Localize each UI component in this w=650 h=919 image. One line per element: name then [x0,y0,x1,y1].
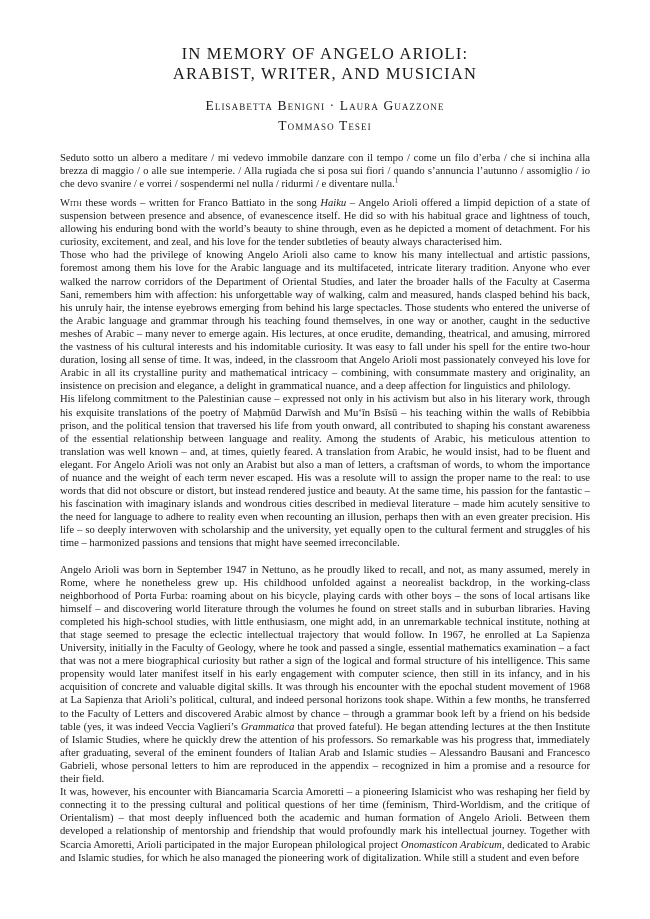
project-title: Onomasticon Arabicum [400,839,502,851]
article-body [60,197,590,865]
article-title [0,44,650,84]
paragraph-5 [60,786,590,865]
paragraph-1 [60,197,590,249]
authors-line-1: Elisabetta Benigni · Laura Guazzone [205,98,445,113]
epigraph-text: Seduto sotto un albero a meditare / mi vedevo immobile danzare con il tempo / come un filo d’erba / che si inchina alla brezza di maggio / o alle sue intemperie. / Alla rugiada che si posa sui fiori / quando s’annuncia l’autunno / assomiglio / io che devo svanire / e vorrei / sospendermi nel nulla / ridurmi / e diventare nulla. [60,153,590,191]
paragraph-4 [60,564,590,787]
paragraph-text: Angelo Arioli was born in September 1947 in Nettuno, as he proudly liked to recall, and not, as many assumed, merely in Rome, where he nonetheless grew up. His childhood unfolded against a neorealist backdrop, in the working-class neighborhood of Porta Furba: roaming about on his bicycle, playing cards with other boys – the sons of local artisans like himself – and discovering world literature through the volumes he found on street stalls and in suburban libraries. Having completed his high-school studies, with little enthusiasm, one might add, in an unremarkable technical institute, nothing at that stage seemed to presage the eclectic intellectual trajectory that would follow. In 1967, he enrolled at La Sapienza University, initially in the Faculty of Geology, where he took and passed a single, essential mathematics examination – a fact that was not a mere biographical curiosity but rather a sign of the logical and formal structure of his intelligence. This same propensity would later manifest itself in his early engagement with computer science, then still in its infancy, and in his acquisition of concrete and valuable digital skills. It was through his encounter with the epochal student movement of 1968 at La Sapienza that Arioli’s political, cultural, and indeed personal horizons took shape. Within a few months, he transferred to the Faculty of Letters and discovered Arabic almost by chance – through a grammar book left by a friend on his bedside table (yes, it was indeed Veccia Vaglieri’s [60,564,590,733]
paragraph-text: – Angelo Arioli offered a limpid depiction of a state of suspension between presence and absence, of evanescence itself. He did so with his habitual grace and lightness of touch, allowing his enduring bond with the world’s beauty to shine through, even as he depicted a moment of detachment. For his curiosity, excitement, and zeal, and his love for the tender subtleties of beauty always characterised him. [60,198,590,249]
paragraph-3: His lifelong commitment to the Palestinian cause – expressed not only in his activism but also in his literary work, through his exquisite translations of the poetry of Maḥmūd Darwīsh and Mu‘īn Bsīsū – his teaching within the walls of Rebibbia prison, and the political tension that traversed his life from youth onward, all contributed to shaping his constant awareness of the essential relationship between language and reality. Among the students of Arabic, his meticulous attention to translation was well known – and, at times, quietly feared. A translation from Arabic, he would insist, had to be fluent and elegant. For Angelo Arioli was not only an Arabist but also a man of letters, a craftsman of words, to whom the importance of nuance and the weight of each term never escaped. His was a resolute will to assign the proper name to the real: to use words that did not obscure or distort, but instead rendered justice and beauty. At the same time, his passion for the fantastic – his fascination with imaginary islands and wondrous cities described in medieval literature – made him acutely sensitive to the need for language to adhere to reality even when recounting an illusion, perhaps then with an even greater precision. His life – so deeply interwoven with scholarship and the university, yet equally open to the cultural ferment and struggles of his time – harmonized passions and tensions that might have seemed irreconcilable. [60,394,590,550]
paragraph-text: It was, however, his encounter with Biancamaria Scarcia Amoretti – a pioneering Islamicist who was reshaping her field by connecting it to the pressing cultural and political questions of her time (feminism, Third-Worldism, and the critique of Orientalism) – that most deeply influenced both the academic and human formation of Angelo Arioli. Between them developed a relationship of mentorship and friendship that would profoundly mark his intellectual journey. Together with Scarcia Amoretti, Arioli participated in the major European philological project [60,787,590,851]
paragraph-lead-word: With [60,198,82,209]
paragraph-2: Those who had the privilege of knowing Angelo Arioli also came to know his many intellectual and artistic passions, foremost among them his love for the Arabic language and its multifaceted, intricate literary tradition. Anyone who ever walked the narrow corridors of the Department of Oriental Studies, and later the broader halls of the Faculty at Caserma Sani, remembers him with affection: his unforgettable way of walking, calm and measured, hands clasped behind his back, his unruly hair, the intense eyebrows emerging from behind his large spectacles. Those students who entered the universe of the Arabic language and grammar through his teaching found themselves, in one way or another, caught in the seductive meshes of Arabic – many never to emerge again. His lectures, at once erudite, demanding, theatrical, and amusing, mirrored the vastness of his cultural interests and his indomitable curiosity. It was easy to fall under his spell for the entire two-hour duration, losing all sense of time. It was, indeed, in the classroom that Angelo Arioli most passionately conveyed his love for Arabic in all its crystalline purity and mathematical intricacy – combining, with consummate mastery and originality, an insistence on precision and elegance, a delight in grammatical nuance, and a deep affection for linguistics and philology. [60,250,590,393]
book-title: Grammatica [240,721,295,733]
authors-line-2: Tommaso Tesei [278,118,372,133]
paragraph-text: that proved fateful). He began attending lectures at the then Institute of Islamic Studies, where he quickly drew the attention of his professors. So remarkable was his progress that, immediately after graduating, several of the eminent founders of Italian Arab and Islamic studies – Alessandro Bausani and Francesco Gabrieli, whose personal letters to him are reproduced in the appendix – recognized in him a promise and a resource for their field. [60,721,591,786]
epigraph [60,152,590,192]
footnote-mark[interactable]: 1 [394,176,399,185]
paragraph-text: , dedicated to Arabic and Islamic studies, for which he also managed the pioneering work of digitalization. While still a student and even before [60,839,590,864]
author-list [0,96,650,136]
song-title: Haiku [320,198,347,209]
title-line-1: IN MEMORY OF ANGELO ARIOLI: [181,44,469,63]
paragraph-text: these words – written for Franco Battiato in the song [81,198,321,209]
title-line-2: ARABIST, WRITER, AND MUSICIAN [172,64,478,83]
